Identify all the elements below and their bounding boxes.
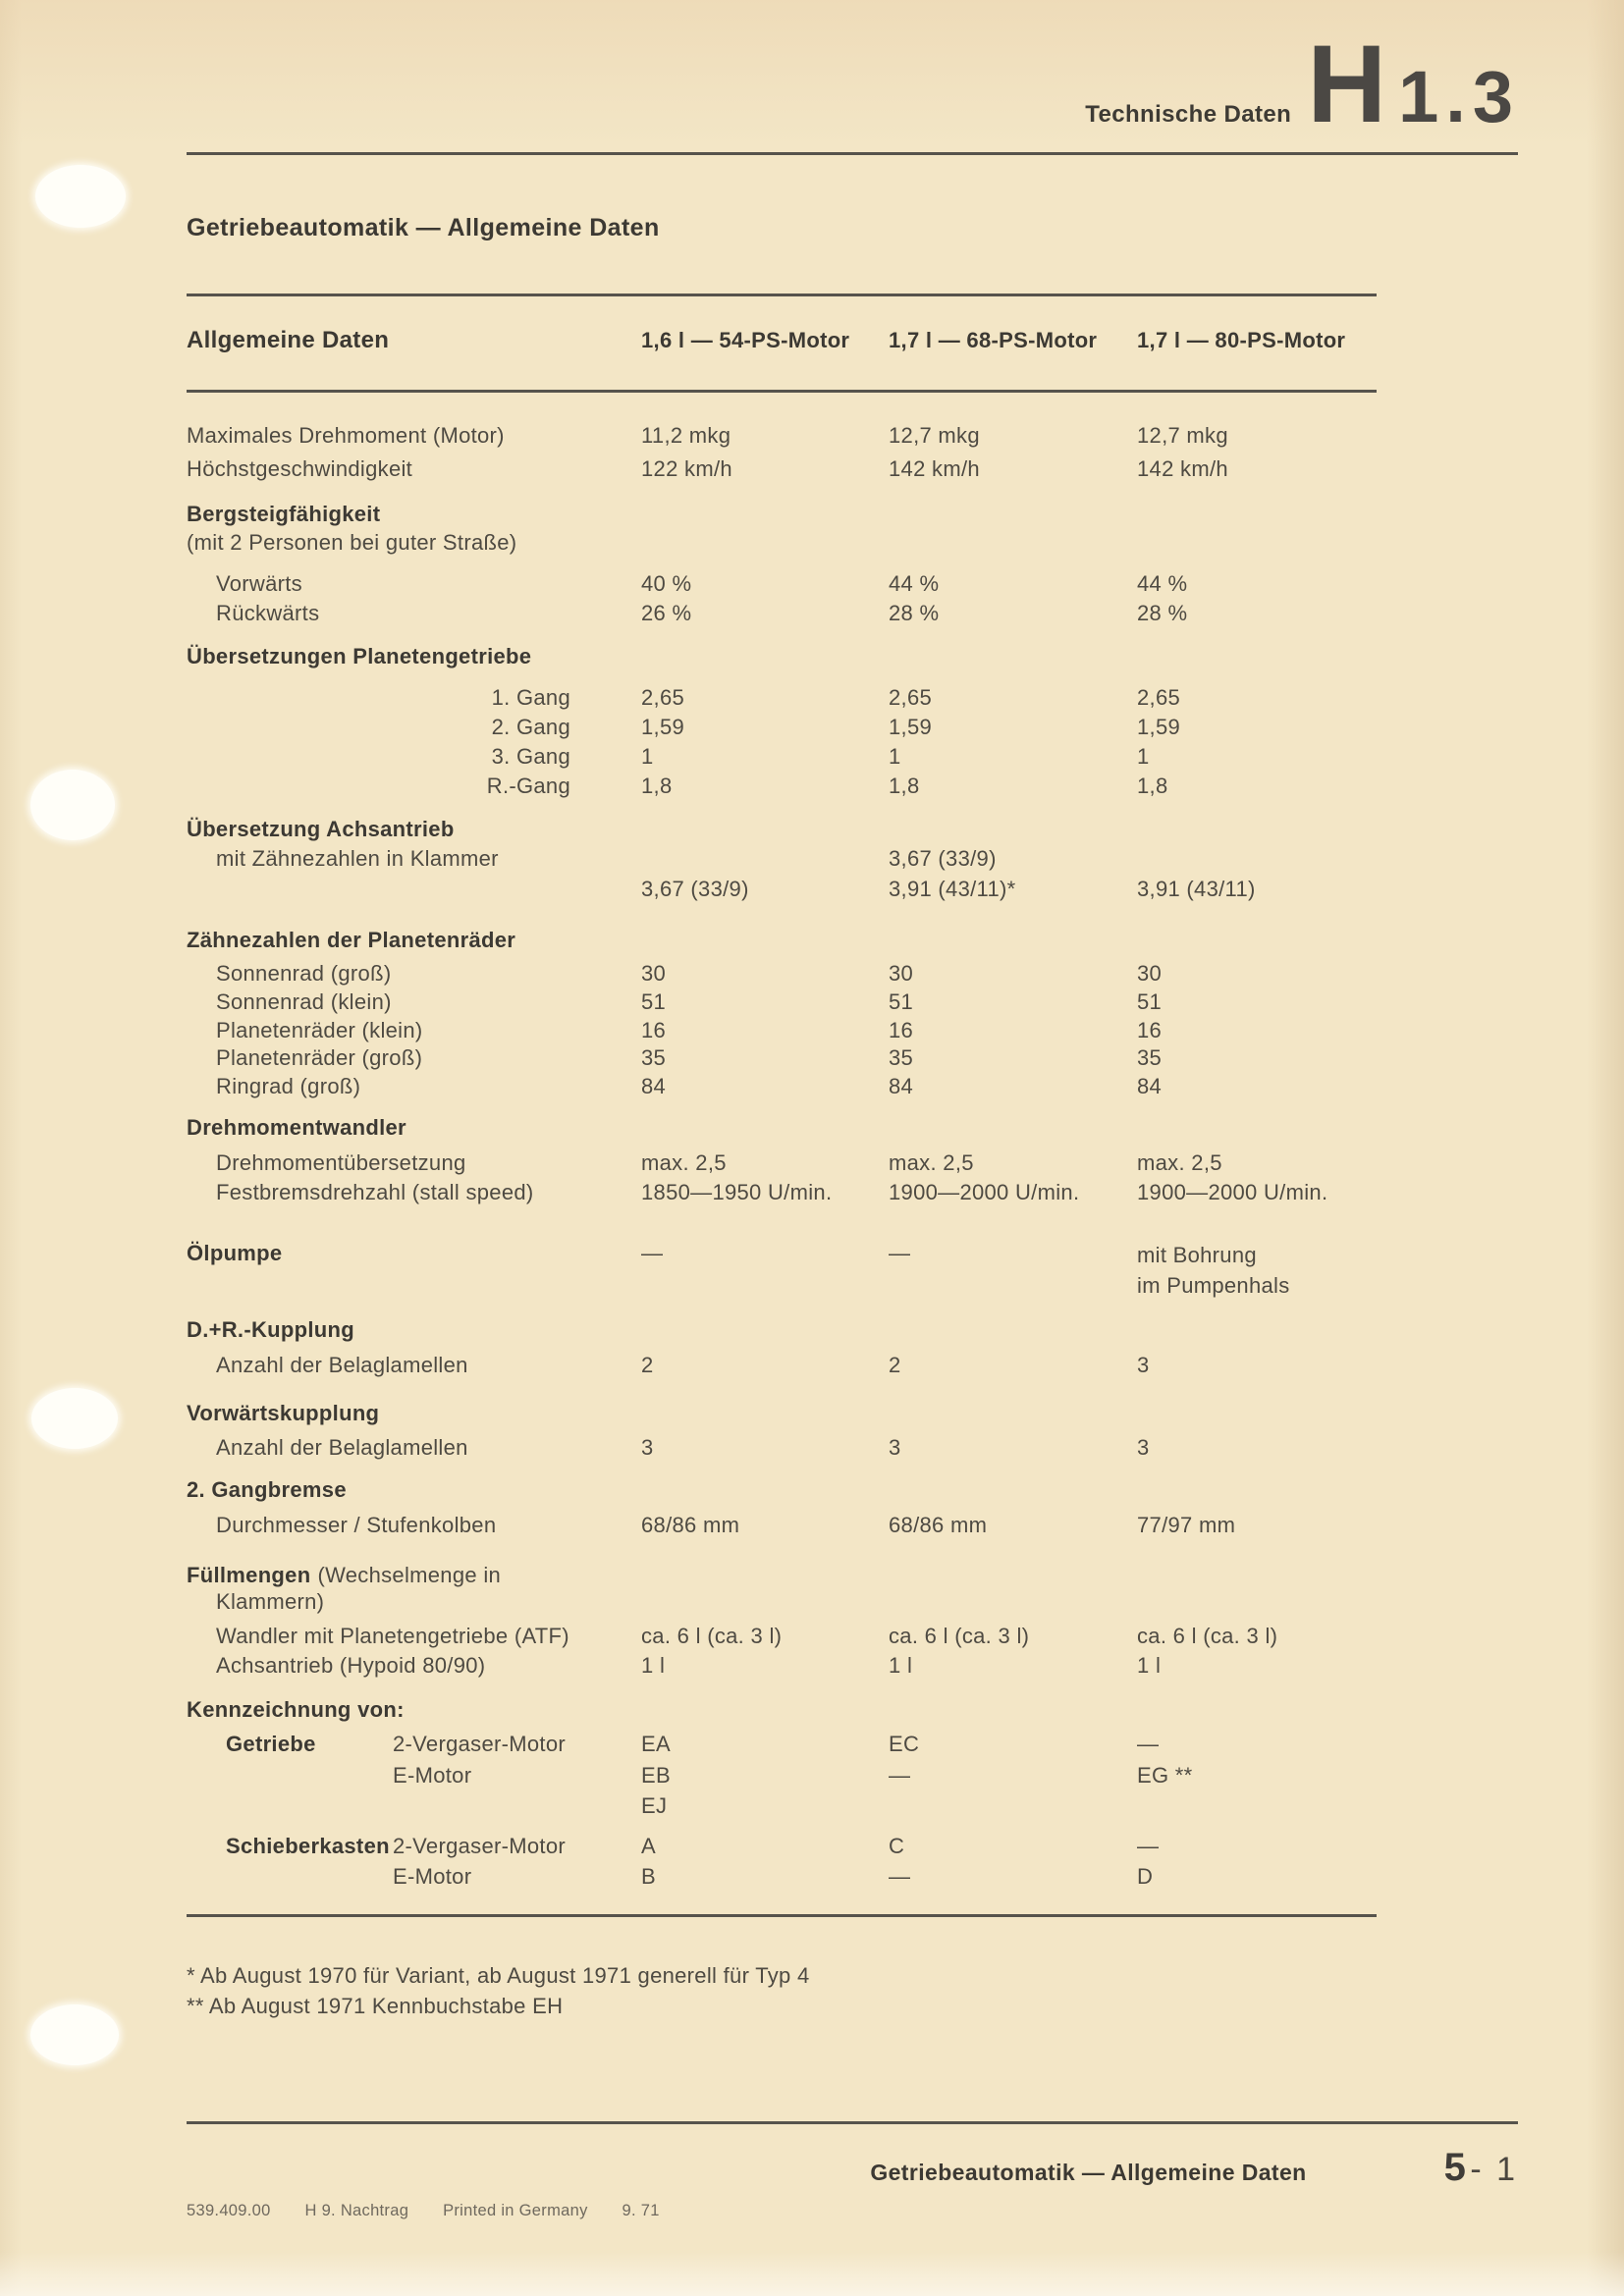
cell-value: 1 l <box>1137 1653 1162 1678</box>
cell-value-line: mit Bohrung <box>1137 1243 1257 1267</box>
cell-value: 44 % <box>889 571 940 596</box>
table-row <box>187 1512 1380 1538</box>
punch-hole-icon <box>31 1388 118 1449</box>
table-row <box>187 1352 1380 1378</box>
section-label: Bergsteigfähigkeit <box>187 502 381 526</box>
table-row <box>187 1731 1380 1757</box>
cell-value: 1,8 <box>641 774 673 798</box>
table-row <box>187 1017 1380 1043</box>
table-row <box>187 1863 1380 1890</box>
table-row <box>187 1652 1380 1679</box>
cell-value: — <box>641 1241 664 1265</box>
cell-value: 16 <box>641 1018 667 1042</box>
page-footer <box>187 2146 1518 2190</box>
table-row <box>187 1149 1380 1176</box>
punch-hole-icon <box>35 165 126 228</box>
section-label-bold: Füllmengen <box>187 1563 311 1587</box>
section-row <box>187 1114 1380 1141</box>
cell-value: 12,7 mkg <box>889 423 980 448</box>
row-label <box>187 1863 641 1890</box>
section-row <box>187 1476 1380 1503</box>
cell-value: 12,7 mkg <box>1137 423 1228 448</box>
footnote: ** Ab August 1971 Kennbuchstabe EH <box>187 1994 564 2018</box>
row-sublabel <box>187 1863 393 1890</box>
cell-value: D <box>1137 1864 1154 1889</box>
row-label: Anzahl der Belaglamellen <box>216 1435 468 1460</box>
cell-value: 35 <box>889 1045 914 1070</box>
table-row <box>187 1179 1380 1205</box>
cell-value <box>1137 845 1380 872</box>
row-label: Maximales Drehmoment (Motor) <box>187 423 505 448</box>
row-label: 2. Gang <box>491 715 570 739</box>
cell-value: ca. 6 l (ca. 3 l) <box>1137 1624 1278 1648</box>
cell-value: 3,91 (43/11) <box>1137 877 1256 901</box>
cell-value: C <box>889 1834 905 1858</box>
section-row <box>187 927 1380 953</box>
table-row <box>187 714 1380 740</box>
row-label <box>187 1762 641 1789</box>
row-label: mit Zähnezahlen in Klammer <box>216 846 499 871</box>
footer-rule <box>187 2121 1518 2124</box>
table-row <box>187 422 1380 449</box>
row-label: Durchmesser / Stufenkolben <box>216 1513 497 1537</box>
section-row <box>187 1696 1380 1723</box>
section-label: Übersetzungen Planetengetriebe <box>187 644 532 668</box>
section-row <box>187 1316 1380 1343</box>
table-row <box>187 684 1380 711</box>
table-row <box>187 570 1380 597</box>
cell-value: 3 <box>1137 1435 1150 1460</box>
cell-value: 3 <box>641 1435 654 1460</box>
table-row <box>187 1434 1380 1461</box>
cell-value: 30 <box>889 961 914 986</box>
row-midlabel: E-Motor <box>393 1864 472 1889</box>
row-label <box>187 1731 641 1757</box>
row-label <box>187 1833 641 1859</box>
row-label: 3. Gang <box>491 744 570 769</box>
cell-value: 16 <box>889 1018 914 1042</box>
cell-value: EA <box>641 1732 671 1756</box>
cell-value: 28 % <box>889 601 940 625</box>
cell-value: 84 <box>641 1074 667 1098</box>
column-header: 1,7 l — 68-PS-Motor <box>889 328 1098 352</box>
row-label: Planetenräder (klein) <box>216 1018 423 1042</box>
section-label: Drehmomentwandler <box>187 1115 406 1140</box>
row-label: Drehmomentübersetzung <box>216 1150 466 1175</box>
cell-value: 1900—2000 U/min. <box>889 1180 1080 1204</box>
imprint-date: 9. 71 <box>622 2202 660 2219</box>
cell-value: 1,59 <box>1137 715 1181 739</box>
section-label <box>187 1562 641 1615</box>
cell-value: — <box>1137 1732 1160 1756</box>
section-row <box>187 529 1380 556</box>
section-row <box>187 1400 1380 1426</box>
chapter-number: 1.3 <box>1398 56 1520 137</box>
cell-value: 1 <box>641 744 654 769</box>
cell-value <box>1137 1240 1380 1301</box>
cell-value: 2,65 <box>1137 685 1181 710</box>
cell-value: 35 <box>1137 1045 1163 1070</box>
cell-value: 40 % <box>641 571 692 596</box>
table-header-label: Allgemeine Daten <box>187 327 390 353</box>
cell-value: 3,67 (33/9) <box>889 846 997 871</box>
row-midlabel: E-Motor <box>393 1763 472 1788</box>
cell-value: 30 <box>641 961 667 986</box>
section-label: Vorwärtskupplung <box>187 1401 380 1425</box>
punch-hole-icon <box>30 770 115 840</box>
imprint-supplement: H 9. Nachtrag <box>304 2202 409 2219</box>
cell-value: 142 km/h <box>889 456 980 481</box>
section-label-line2: Klammern) <box>216 1589 325 1614</box>
page-number <box>1444 2146 1518 2190</box>
cell-value: 35 <box>641 1045 667 1070</box>
cell-value-line: im Pumpenhals <box>1137 1273 1290 1298</box>
table-row <box>187 743 1380 770</box>
cell-value: 30 <box>1137 961 1163 986</box>
cell-value: 1,59 <box>889 715 933 739</box>
column-header: 1,6 l — 54-PS-Motor <box>641 328 850 352</box>
cell-value: B <box>641 1864 656 1889</box>
cell-value: 84 <box>1137 1074 1163 1098</box>
page-header <box>884 23 1520 145</box>
section-row <box>187 501 1380 527</box>
footnote: * Ab August 1970 für Variant, ab August 1971 generell für Typ 4 <box>187 1963 810 1988</box>
cell-value: max. 2,5 <box>641 1150 727 1175</box>
cell-value: 44 % <box>1137 571 1188 596</box>
section-sublabel: (mit 2 Personen bei guter Straße) <box>187 530 517 555</box>
table-row <box>187 1792 1380 1819</box>
cell-value: 2,65 <box>889 685 933 710</box>
row-label: Anzahl der Belaglamellen <box>216 1353 468 1377</box>
table-row <box>187 960 1380 987</box>
table-row <box>187 876 1380 902</box>
table-bottom-rule <box>187 1914 1377 1917</box>
cell-value: EB <box>641 1763 671 1788</box>
cell-value: max. 2,5 <box>889 1150 974 1175</box>
table-row <box>187 845 1380 872</box>
imprint <box>187 2202 689 2220</box>
footer-section-title: Getriebeautomatik — Allgemeine Daten <box>870 2160 1307 2185</box>
cell-value: ca. 6 l (ca. 3 l) <box>641 1624 783 1648</box>
row-label <box>187 1792 641 1819</box>
cell-value: — <box>889 1763 911 1788</box>
row-label: Festbremsdrehzahl (stall speed) <box>216 1180 534 1204</box>
cell-value: 77/97 mm <box>1137 1513 1236 1537</box>
section-label-rest: (Wechselmenge in <box>317 1563 502 1587</box>
page-number-chapter: 5 <box>1443 2146 1466 2189</box>
cell-value: 2 <box>641 1353 654 1377</box>
cell-value: 1 <box>1137 744 1150 769</box>
row-label: Achsantrieb (Hypoid 80/90) <box>216 1653 486 1678</box>
cell-value: 68/86 mm <box>889 1513 988 1537</box>
cell-value: — <box>889 1864 911 1889</box>
row-label: Sonnenrad (groß) <box>216 961 392 986</box>
cell-value: 3 <box>1137 1353 1150 1377</box>
cell-value: — <box>889 1241 911 1265</box>
row-sublabel: Getriebe <box>226 1732 316 1756</box>
cell-value: EC <box>889 1732 920 1756</box>
chapter-letter: H <box>1307 23 1389 145</box>
section-label: D.+R.-Kupplung <box>187 1317 355 1342</box>
table-row <box>187 1240 1380 1301</box>
table-row <box>187 600 1380 626</box>
page-number-page: - 1 <box>1470 2151 1518 2188</box>
cell-value: 16 <box>1137 1018 1163 1042</box>
row-label: Vorwärts <box>216 571 302 596</box>
cell-value: 1850—1950 U/min. <box>641 1180 833 1204</box>
cell-value: 26 % <box>641 601 692 625</box>
cell-value: 1 l <box>641 1653 666 1678</box>
row-midlabel: 2-Vergaser-Motor <box>393 1732 566 1756</box>
section-label: Ölpumpe <box>187 1241 283 1265</box>
cell-value: 51 <box>1137 989 1163 1014</box>
cell-value: 1,59 <box>641 715 685 739</box>
section-row <box>187 1562 1380 1615</box>
table-row <box>187 1762 1380 1789</box>
table-row <box>187 1044 1380 1071</box>
page-title: Getriebeautomatik — Allgemeine Daten <box>187 214 660 241</box>
table-row <box>187 773 1380 799</box>
cell-value: 1900—2000 U/min. <box>1137 1180 1328 1204</box>
section-label: Kennzeichnung von: <box>187 1697 405 1722</box>
table-row <box>187 455 1380 482</box>
cell-value: 3 <box>889 1435 901 1460</box>
row-label: Höchstgeschwindigkeit <box>187 456 413 481</box>
row-label <box>187 876 641 902</box>
table-row <box>187 1073 1380 1099</box>
table-header-rule <box>187 390 1377 393</box>
cell-value: 142 km/h <box>1137 456 1228 481</box>
cell-value: 2,65 <box>641 685 685 710</box>
row-label: Rückwärts <box>216 601 320 625</box>
cell-value: A <box>641 1834 656 1858</box>
section-label: Zähnezahlen der Planetenräder <box>187 928 516 952</box>
section-row <box>187 816 1380 842</box>
header-section-label: Technische Daten <box>1085 101 1292 128</box>
cell-value: 3,67 (33/9) <box>641 877 749 901</box>
table-row <box>187 988 1380 1015</box>
cell-value: 3,91 (43/11)* <box>889 877 1016 901</box>
cell-value: 1,8 <box>889 774 920 798</box>
row-label: Ringrad (groß) <box>216 1074 361 1098</box>
cell-value: 28 % <box>1137 601 1188 625</box>
cell-value: max. 2,5 <box>1137 1150 1222 1175</box>
table-row <box>187 1623 1380 1649</box>
section-label: 2. Gangbremse <box>187 1477 347 1502</box>
row-label: 1. Gang <box>491 685 570 710</box>
row-sublabel <box>187 1762 393 1789</box>
row-label: R.-Gang <box>486 774 570 798</box>
section-row <box>187 643 1380 669</box>
row-midlabel: 2-Vergaser-Motor <box>393 1834 566 1858</box>
table-header-row <box>187 327 1380 353</box>
cell-value: 2 <box>889 1353 901 1377</box>
header-rule <box>187 152 1518 155</box>
cell-value: 84 <box>889 1074 914 1098</box>
column-header: 1,7 l — 80-PS-Motor <box>1137 328 1346 352</box>
cell-value: 11,2 mkg <box>641 423 731 448</box>
cell-value: 1,8 <box>1137 774 1168 798</box>
table-row <box>187 1833 1380 1859</box>
row-label: Sonnenrad (klein) <box>216 989 392 1014</box>
row-sublabel: Schieberkasten <box>226 1834 390 1858</box>
cell-value: EG ** <box>1137 1763 1193 1788</box>
row-label: Planetenräder (groß) <box>216 1045 423 1070</box>
cell-value <box>641 845 889 872</box>
cell-value: EJ <box>641 1793 668 1818</box>
cell-value: 51 <box>889 989 914 1014</box>
cell-value: 1 l <box>889 1653 913 1678</box>
cell-value: 68/86 mm <box>641 1513 740 1537</box>
punch-hole-icon <box>30 2004 119 2065</box>
row-label: Wandler mit Planetengetriebe (ATF) <box>216 1624 569 1648</box>
cell-value: ca. 6 l (ca. 3 l) <box>889 1624 1030 1648</box>
cell-value: — <box>1137 1834 1160 1858</box>
cell-value: 1 <box>889 744 901 769</box>
section-label: Übersetzung Achsantrieb <box>187 817 455 841</box>
cell-value: 122 km/h <box>641 456 732 481</box>
cell-value: 51 <box>641 989 667 1014</box>
table-top-rule <box>187 294 1377 296</box>
imprint-code: 539.409.00 <box>187 2202 271 2219</box>
imprint-printed: Printed in Germany <box>443 2202 588 2219</box>
